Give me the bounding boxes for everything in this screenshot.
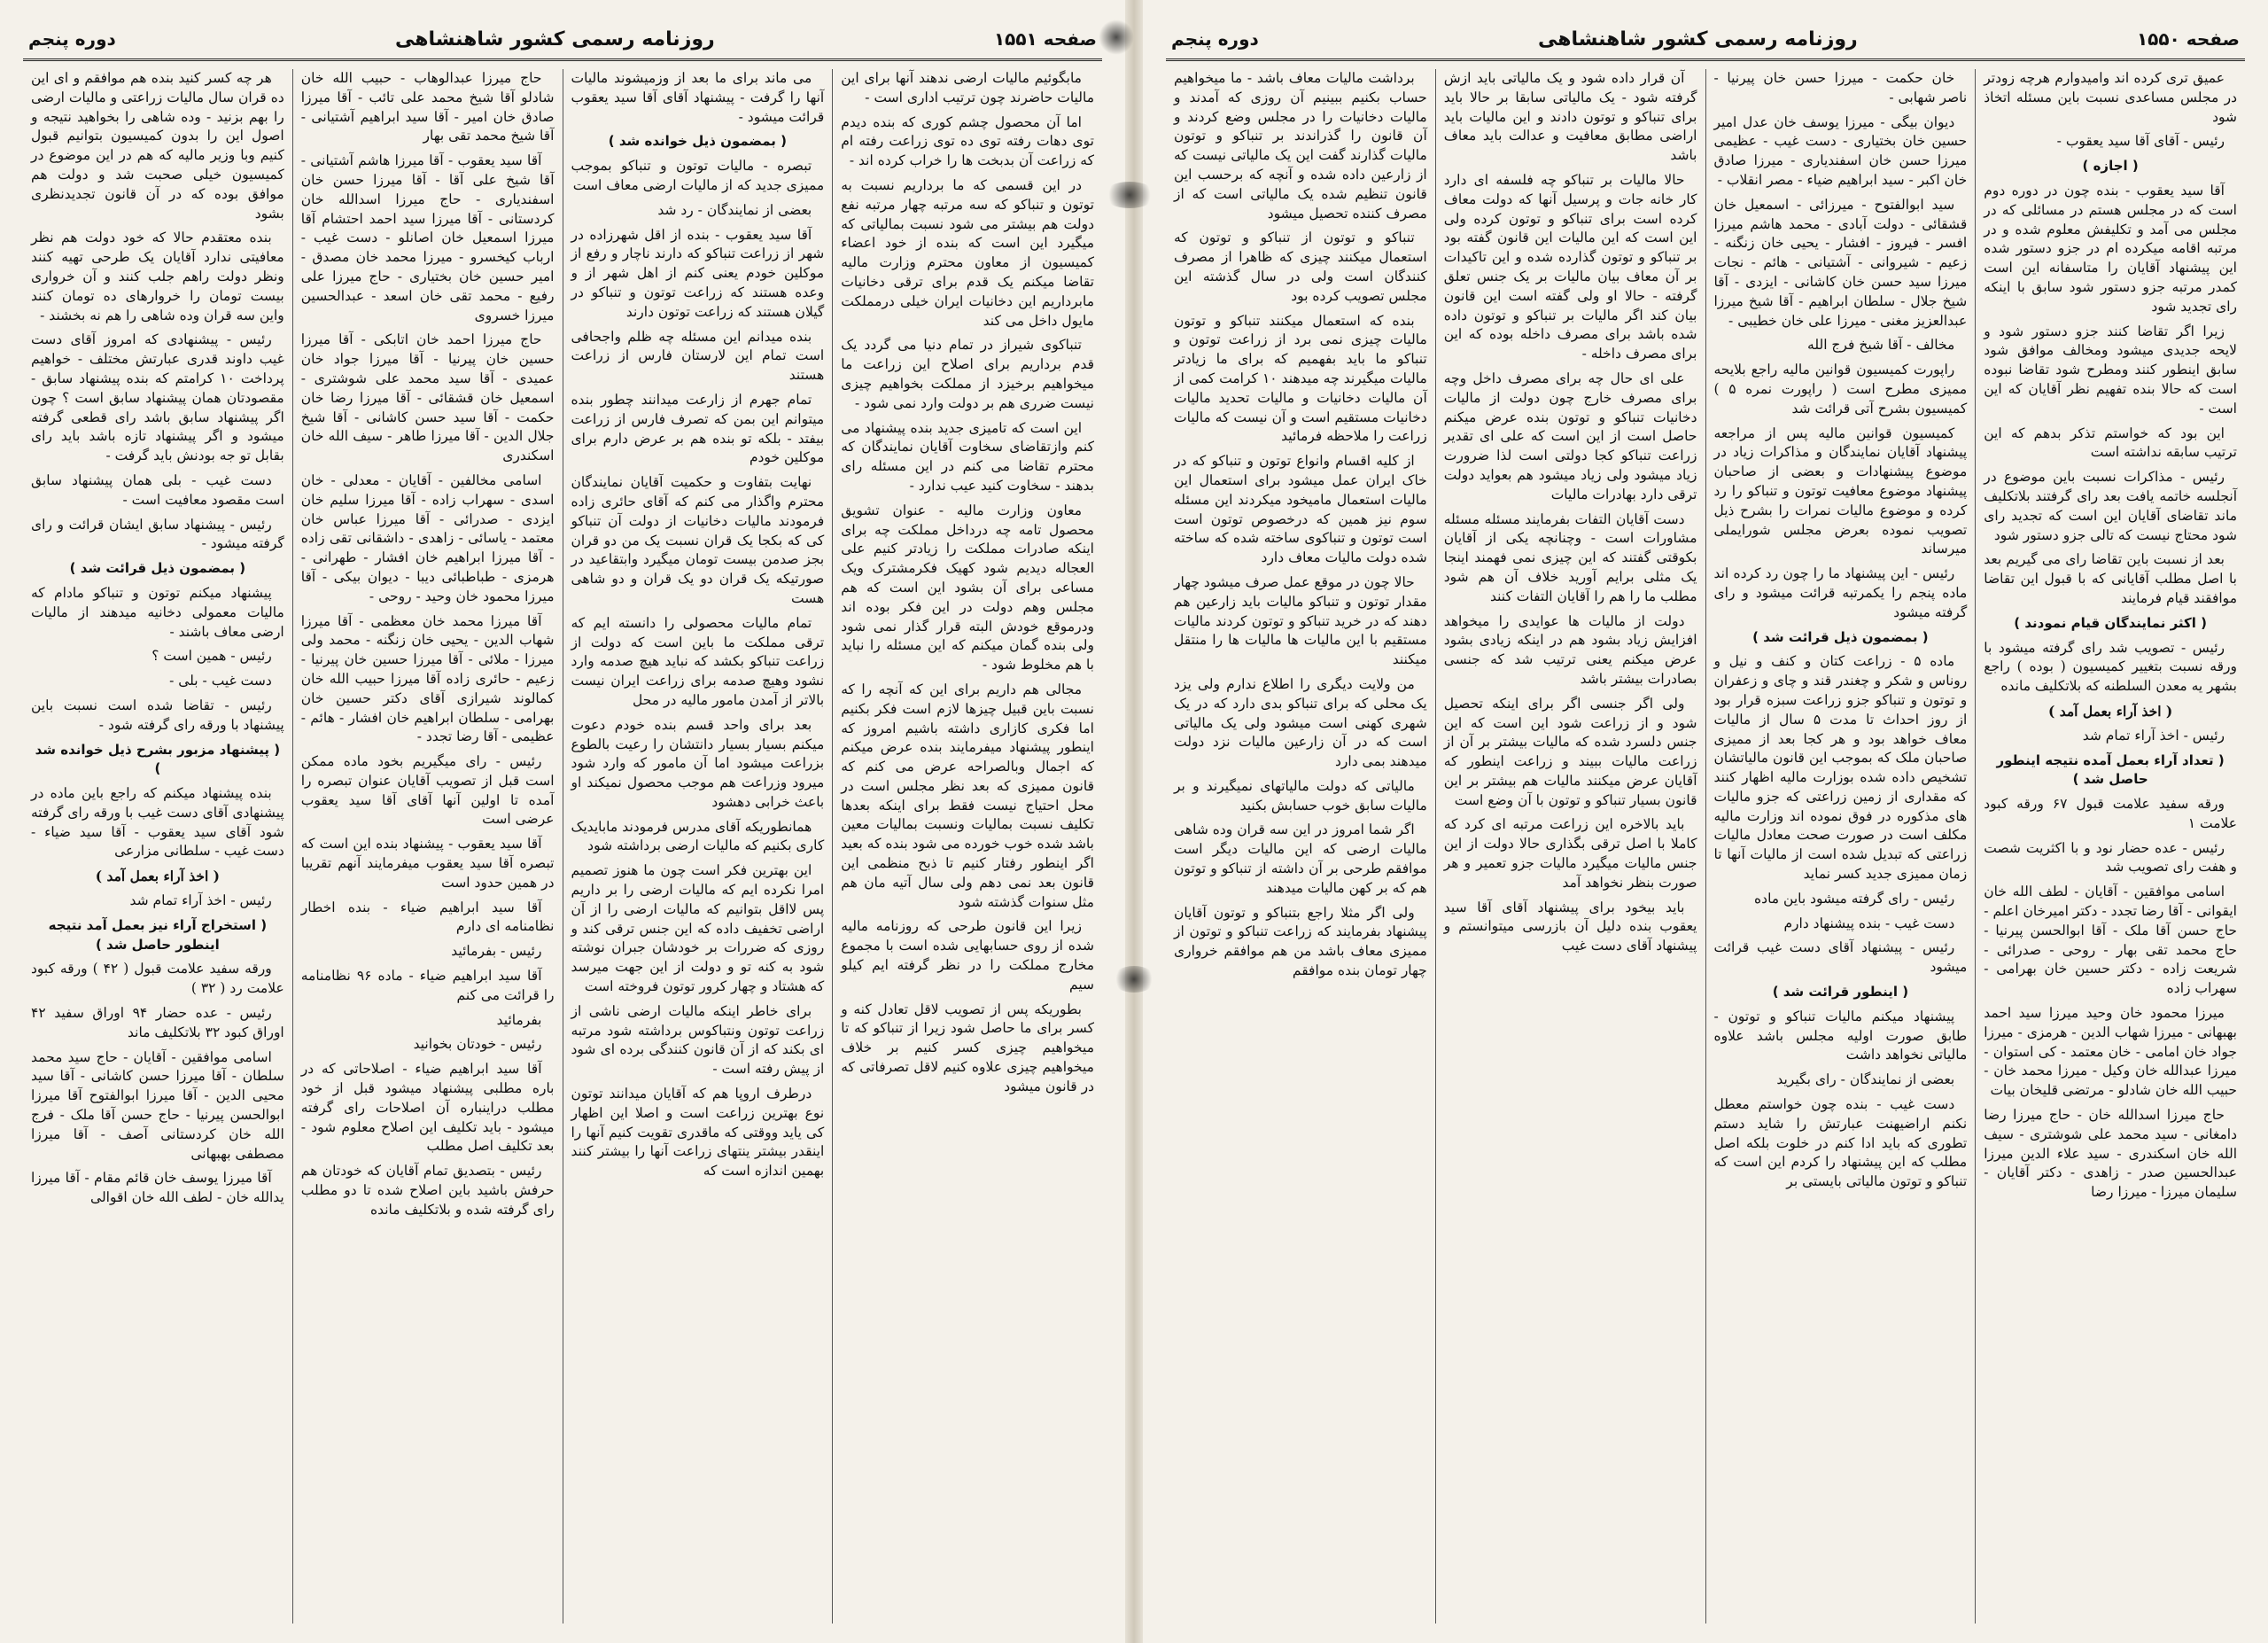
article-paragraph: راپورت کمیسیون قوانین مالیه راجع بلایحه ممیزی مطرح است ( راپورت نمره ۵ ) کمیسیون بشرح آتی قرائت شد <box>1713 362 1968 417</box>
article-paragraph: کمیسیون قوانین مالیه پس از مراجعه پیشنهاد آقایان نمایندگان و مذاکرات زیاد در موضوع پیشنهادات و بعضی از صاحبان پیشنهاد موضوع معافیت توتون و تنباکو را رد کرده و موضوع مالیات نمرات را بشرح ذیل تصویب نموده بعرض مجلس شورایملی میرساند <box>1713 424 1968 557</box>
article-paragraph: این است که تامیزی جدید بنده پیشنهاد می کنم وازتقاضای سخاوت آقایان نمایندگان که محترم تقاضا می کنم در این مسئله رای بدهند - سخاوت کنید عیب ندارد - <box>841 419 1094 494</box>
article-paragraph: دست غیب - بنده پیشنهاد دارم <box>1783 915 1955 931</box>
article-paragraph: درطرف اروپا هم که آقایان میدانند توتون نوع بهترین زراعت است و اصلا این اظهار کی یاید ووقتی که ماقدری تقویت کنیم آنها را اینقدر بیشتر ینتهای زراعت آنها را بیشتر کنند بهمین اندازه است که <box>571 1086 825 1180</box>
article-paragraph: دیوان بیگی - میرزا یوسف خان عدل امیر حسین خان بختیاری - دست غیب - عظیمی میرزا حسن خان اسفندیاری - میرزا صادق خان اکبر - سید ابراهیم ضیاء - مصر انقلاب - <box>1713 113 1968 188</box>
article-paragraph: رئیس - این پیشنهاد ما را چون رد کرده اند ماده پنجم را یکمرتبه قرائت میشود و رای گرفته میشود <box>1713 565 1968 620</box>
right-column-4 <box>1166 69 1435 1624</box>
article-paragraph: همانطوریکه آقای مدرس فرمودند مابایدیک کاری بکنیم که مالیات ارضی برداشته شود <box>571 818 825 854</box>
article-paragraph: رئیس - تقاضا شده است نسبت باین پیشنهاد با ورقه رای گرفته شود - <box>31 697 284 733</box>
article-paragraph: حالا مالیات بر تنباکو چه فلسفه ای دارد کار خانه جات و پرسیل آنها که دولت معاف کرده است برای تنباکو و توتون کرده ولی این است که این مالیات این قانون گفته بود بر تنباکو و توتون گذارده شده و این تاکیدات بر آن معاف بیان مالیات بر یک جنس تعلق گرفته - حالا او ولی گفته است این قانون بیان کند اگر مالیات بر تنباکو و توتون داده شده باشد برای مصرف داخله بوده که این برای مصرف داخله - <box>1443 171 1697 362</box>
article-paragraph: می ماند برای ما بعد از وزمیشوند مالیات آنها را گرفت - پیشنهاد آقای آقا سید یعقوب قرائت میشود - <box>571 70 825 125</box>
right-column-1 <box>1975 69 2245 1624</box>
article-paragraph: حاج میرزا عبدالوهاب - حبیب الله خان شادلو آقا شیخ محمد علی تائب - آقا میرزا صادق خان امیر - آقا سید ابراهیم آشتیانی - آقا شیخ محمد تقی بهار <box>300 70 555 144</box>
article-paragraph: رئیس - همین است ؟ <box>151 648 272 665</box>
article-paragraph: علی ای حال چه برای مصرف داخل وچه برای مصرف خارج چون دولت از مالیات دخانیات تنباکو و توتون بنده عرض میکنم حاصل است از این است که علی ای تقدیر زراعت تنباکو کجا دولتی است لذا ضرورت زیاد میشود ولی زیاد میشود هم بعواید دولت ترقی دارد بهادرات مالیات <box>1443 370 1697 502</box>
article-paragraph: رئیس - اخذ آراء تمام شد <box>2082 727 2225 744</box>
article-subheading: ( بمضمون ذیل خوانده شد ) <box>608 133 787 150</box>
article-paragraph: آقا میرزا محمد خان معظمی - آقا میرزا شهاب الدین - یحیی خان زنگنه - محمد ولی میرزا - ملائی - آقا میرزا حسین خان پیرنیا - زعیم - حائری زاده آقا میرزا حبیب الله خان کمالوند شیرازی آقای دکتر حسین خان بهرامی - سلطان ابراهیم خان افشار - هائم - عظیمی - آقا رضا تجدد - <box>300 612 555 745</box>
article-paragraph: برای خاطر اینکه مالیات ارضی ناشی از زراعت توتون ونتباکوس برداشته شود مرتبه ای بکند که از آن قانون کنندگی برده ای شود از پیش رفته است - <box>571 1002 825 1078</box>
article-subheading: ( اخذ آراء بعمل آمد ) <box>95 868 221 885</box>
left-page-columns <box>23 69 1102 1624</box>
left-column-3 <box>292 69 563 1624</box>
article-paragraph: اما آن محصول چشم کوری که بنده دیدم توی دهات رفته توی ده توی زراعت رفته ام که زراعت آن بدبخت ها را خراب کرده اند - <box>841 113 1094 169</box>
article-paragraph: بنده میدانم این مسئله چه ظلم واجحافی است تمام این لارستان فارس از زراعت هستند <box>571 328 825 384</box>
right-page-number: صفحه ۱۵۵۰ <box>2136 28 2240 50</box>
article-paragraph: بنده که استعمال میکنند تنباکو و توتون مالیات چیزی نمی برد از زراعت توتون و تنباکو ما باید بفهمیم که برای ما زیادتر مالیات میگیرند چه میدهند ۱۰ کرامت کمی از آن مالیات دخانیات و مالیات تحدید مالیات دخانیات مستقیم است و آن نیست که مالیات زراعت را ملاحظه فرمائید <box>1174 312 1427 445</box>
article-paragraph: از کلیه اقسام وانواع توتون و تنباکو که در خاک ایران عمل میشود برای استعمال این مالیات استعمال مامیخود میکردند این مسئله سوم نیز همین که درخصوص توتون است است توتون و تنباکوی ساخته شده که ساخته شده دولت مالیات معاف دارد <box>1174 453 1427 566</box>
article-paragraph: آقا سید ابراهیم ضیاء - اصلاحاتی که در باره مطلبی پیشنهاد میشود قبل از خود مطلب دراینباره آن اصلاحات رای گرفته میشود - باید تکلیف این اصلاح معلوم شود - بعد تکلیف اصل مطلب <box>300 1061 555 1155</box>
article-paragraph: خان حکمت - میرزا حسن خان پیرنیا - ناصر شهابی - <box>1713 70 1968 105</box>
article-paragraph: تنباکو و توتون از تنباکو و توتون که استعمال میکنند چیزی که ظاهرا از مصرف کنندگان است ولی در سال گذشته این مجلس تصویب کرده بود <box>1174 230 1427 304</box>
article-paragraph: رئیس - عده حضار ۹۴ اوراق سفید ۴۲ اوراق کبود ۳۲ بلاتکلیف ماند <box>31 1005 284 1040</box>
article-paragraph: سید ابوالفتوح - میرزائی - اسمعیل خان قشقائی - دولت آبادی - محمد هاشم میرزا افسر - فیروز - افشار - یحیی خان زنگنه - زعیم - شیروانی - آشتیانی - هائم - نجات میرزا سید حسن خان کاشانی - ایزدی - آقا شیخ جلال - سلطان ابراهیم - آقا شیخ میرزا عبدالعزیز مغنی - میرزا علی خان خطیبی - <box>1713 196 1968 329</box>
article-paragraph: آقا میرزا یوسف خان قائم مقام - آقا میرزا یدالله خان - لطف الله خان اقوالی <box>31 1170 284 1206</box>
right-column-2 <box>1705 69 1976 1624</box>
article-paragraph: باید بالاخره این زراعت مرتبه ای کرد که کاملا با اصل ترقی بگذاری حالا دولت از این جنس مالیات میگیرد مالیات جزو تعمیر و هر صورت بنظر نخواهد آمد <box>1443 816 1697 891</box>
right-page-title: روزنامه رسمی کشور شاهنشاهی <box>1538 27 1858 51</box>
article-paragraph: بفرمائید <box>496 1011 542 1028</box>
article-paragraph: اسامی مخالفین - آقایان - معدلی - خان اسدی - سهراب زاده - آقا میرزا سلیم خان ایزدی - صدرائی - آقا میرزا عباس خان معتمد - یاسائی - زاهدی - داشقانی تقی زاده - آقا میرزا ابراهیم خان افشار - طهرانی - هرمزی - طباطبائی دیبا - دیوان بیکی - آقا میرزا محمود خان وحید - روحی - <box>300 471 555 604</box>
ink-blot-2 <box>1103 182 1156 208</box>
article-subheading: ( استخراج آراء نیز بعمل آمد نتیجه اینطور حاصل شد ) <box>48 916 268 953</box>
article-paragraph: رئیس - مذاکرات نسبت باین موضوع در آنجلسه خاتمه یافت بعد رای گرفتند بلاتکلیف ماند تقاضای آقایان این است که تجدید رای شود محتاج نیست که تالی جزو دستور شود <box>1984 469 2237 543</box>
article-paragraph: رئیس - خودتان بخوانید <box>413 1036 542 1053</box>
article-subheading: ( بمضمون ذیل قرائت شد ) <box>1752 628 1929 645</box>
article-paragraph: نهایت بتفاوت و حکمیت آقایان نمایندگان محترم واگذار می کنم که آقای حائری زاده فرمودند مالیات دخانیات از دولت آن تنباکو کی که بکجا یک قران نسبت یک من دو قران بجز صدمن بیست تومان میگیرد وابتقاعید در صورتیکه یک قران دو یک قران و دو شاهی هست <box>571 474 825 606</box>
left-column-1 <box>832 69 1102 1624</box>
article-paragraph: اگر شما امروز در این سه قران وده شاهی مالیات ارضی که این مالیات دیگر است موافقم طرحی بر آن داشته از تنباکو و توتون هم که بر کهن مالیات میدهند <box>1174 822 1427 896</box>
ink-blot-1 <box>1099 19 1134 55</box>
article-paragraph: ورقه سفید علامت قبول ۶۷ ورقه کبود علامت ۱ <box>1984 796 2237 831</box>
article-paragraph: رئیس - پیشنهاد آقای دست غیب قرائت میشود <box>1713 939 1968 976</box>
article-paragraph: این بود که خواستم تذکر بدهم که این ترتیب سابقه نداشته است <box>1984 424 2237 461</box>
article-paragraph: بنده معتقدم حالا که خود دولت هم نظر معافیتی ندارد آقایان یک طرحی تهیه کنند ونظر دولت راهم جلب کنند و آن خرواری بیست تومان را خروارهای ده تومان کنند واین سه قران وده شاهی را هم نه بخشند - <box>31 230 284 323</box>
article-paragraph: مابگوئیم مالیات ارضی ندهند آنها برای این مالیات حاضرند چون ترتیب اداری است - <box>841 70 1094 105</box>
article-paragraph: اسامی موافقین - آقایان - حاج سید محمد سلطان - آقا میرزا حسن کاشانی - آقا سید محیی الدین - آقا میرزا ابوالفتوح آقا میرزا ابوالحسن پیرنیا - حاج حسن آقا ملک - فرج الله خان کردستانی آصف - آقا میرزا مصطفی بهبهانی <box>31 1048 284 1162</box>
article-subheading: ( تعداد آراء بعمل آمده نتیجه اینطور حاصل شد ) <box>1996 751 2225 788</box>
left-page <box>0 0 1125 1643</box>
article-paragraph: بنده پیشنهاد میکنم که راجع باین ماده در پیشنهادی آقای دست غیب با ورقه رای گرفته شود آقای سید یعقوب - آقا سید ضیاء - دست غیب - سلطانی مزارعی <box>31 785 284 860</box>
article-paragraph: مجالی هم داریم برای این که آنچه را که نسبت باین قبیل چیزها لازم است فکر بکنیم اما فکری کازاری داشته باشیم امروز که اینطور پیشنهاد میفرمایند بنده عرض میکنم که اجمال وبالصراحه عرض می کنم که قانون ممیزی که بعد نظر مجلس است در محل احتیاج نیست فقط برای اینکه بعدها تکلیف نسبت بمالیات ونسبت بمالیات معین باشد شده خوب خورده می شود بنده که بعید اگر اینطور رفتار کنیم تا ذبح منظمی این قانون بعد نمی دهم ولی سال آتیه مان هم مثل سنوات گذشته شود <box>841 681 1094 910</box>
article-paragraph: رئیس - پیشنهاد سابق ایشان قرائت و رای گرفته میشود - <box>31 516 284 552</box>
article-paragraph: بعد از نسبت باین تقاضا رای می گیریم بعد با اصل مطلب آقایانی که با قبول این تقاضا موافقند قیام فرمایند <box>1984 551 2237 606</box>
article-subheading: ( بمضمون ذیل قرائت شد ) <box>69 560 246 577</box>
article-paragraph: رئیس - بتصدیق تمام آقایان که خودتان هم حرفش باشید باین اصلاح شده تا دو مطلب رای گرفته شده و بلاتکلیف مانده <box>300 1163 555 1218</box>
article-paragraph: تنباکوی شیراز در تمام دنیا می گردد یک قدم برداریم برای اصلاح این زراعت ما میخواهیم برخیزد از مملکت بخواهیم چیزی نیست ضرری هم بر دولت وارد نمی شود - <box>841 337 1094 411</box>
article-paragraph: هر چه کسر کنید بنده هم موافقم و ای این ده قران سال مالیات زراعتی و مالیات ارضی را بهم بزنید - وده شاهی را بخواهید نتیجه و اصول این را بدون کمیسیون بتوانیم قبول کنیم وبا وزیر مالیه که هم در این موضوع در کمیسیون خیلی صحبت شد و دولت هم موافق بوده که در آن قانون تجدیدنظری بشود <box>31 70 284 222</box>
right-page <box>1143 0 2268 1643</box>
article-paragraph: رئیس - عده حضار نود و با اکثریت شصت و هفت رای تصویب شد <box>1984 839 2237 876</box>
article-paragraph: دست آقایان التفات بفرمایند مسئله مسئله مشاورات است - وچنانچه یکی از آقایان بکوقتی گفتند که این چیزی نمی فهمند اینجا یک مثلی برایم آورید خلاف آن هم شود مطلب ما را هم را آقایان التفات کنند <box>1443 510 1697 604</box>
left-page-number: صفحه ۱۵۵۱ <box>993 28 1097 50</box>
article-paragraph: پیشنهاد میکنم مالیات تنباکو و توتون - طابق صورت اولیه مجلس باشد علاوه مالیاتی نخواهد داشت <box>1713 1008 1968 1063</box>
article-paragraph: معاون وزارت مالیه - عنوان تشویق محصول تامه چه درداخل مملکت چه برای اینکه صادرات مملکت را زیادتر کنیم علی العجاله دیدیم شود کهیک فکرمشترک ویک مساعی برای آن بشود این است که هم مجلس وهم دولت در این فکر بوده اند ودرموقع خودش البته قرار گذار نمی شود ولی بنده گمان میکنم که این مسئله را نباید با هم مخلوط شود - <box>841 502 1094 674</box>
article-paragraph: این بهترین فکر است چون ما هنوز تصمیم امرا نکرده ایم که مالیات ارضی را بر داریم پس لااقل بتوانیم که مالیات ارضی را از آن اراضی تخفیف داده که این جنس ترقی کند و روزی که ضررات بر خودشان جبران نوشته شود به کنه تو و دولت از این جهت میرسد که هشتاد و چهار کرور توتون فروخته است <box>571 862 825 995</box>
article-paragraph: رئیس - تصویب شد رای گرفته میشود با ورقه نسبت بتغییر کمیسیون ( بوده ) راجع بشهر یه معدن السلطنه که بلاتکلیف مانده <box>1984 639 2237 695</box>
article-paragraph: آقا سید ابراهیم ضیاء - بنده اخطار نظامنامه ای دارم <box>300 899 555 935</box>
right-page-masthead <box>1166 19 2245 61</box>
article-paragraph: مخالف - آقا شیخ فرج الله <box>1807 337 1955 354</box>
article-paragraph: دست غیب - بلی همان پیشنهاد سابق است مقصود معافیت است - <box>31 471 284 508</box>
article-paragraph: آقا سید یعقوب - بنده چون در دوره دوم است که در مجلس هستم در مسائلی که در مجلس می آمد و تکلیفش معلوم شده و در مرتبه اقامه میکرده ام در جزو دستور شده این پیشنهاد آقایان را متاسفانه این است کمدر مرتبه جزو دستور شود سابق با اینکه رای تجدید شود <box>1984 182 2237 315</box>
right-page-session: دوره پنجم <box>1171 28 1259 50</box>
article-paragraph: ولی اگر مثلا راجع بتنباکو و توتون آقایان پیشنهاد بفرمایند که زراعت تنباکو و توتون از ممیزی معاف باشد من هم موافقم خرواری چهار تومان بنده موافقم <box>1174 904 1427 979</box>
article-paragraph: بطوریکه پس از تصویب لاقل تعادل کنه و کسر برای ما حاصل شود زیرا از تنباکو که تا میخواهیم چیزی کسر کنیم بر خلاف میخواهیم چیزی علاوه کنیم لاقل تصرفاتی که در قانون میشود <box>841 1001 1094 1094</box>
article-paragraph: تبصره - مالیات توتون و تنباکو بموجب ممیزی جدید که از مالیات ارضی معاف است <box>571 158 825 193</box>
article-paragraph: برداشت مالیات معاف باشد - ما میخواهیم حساب بکنیم ببینیم آن روزی که آمدند و مالیات دخانیات را در مجلس وضع کردند و آن قانون را گذراندند بر تنباکو و توتون مالیات گذارند گفت این یک مالیاتی نیست که از زارعین داده شده و آنچه که برحسب این قانون تنظیم شده یک مالیاتی است که از مصرف کننده تحصیل میشود <box>1174 70 1427 222</box>
article-paragraph: رئیس - بفرمائید <box>451 943 542 960</box>
article-paragraph: زیرا اگر تقاضا کنند جزو دستور شود و لایحه جدیدی میشود ومخالف موافق شود سابق اینطور کنند ومطرح شود تقاضا نبوده است که حالا بنده تفهیم نظر آقایان که این است - <box>1984 323 2237 417</box>
article-paragraph: در این قسمی که ما برداریم نسبت به توتون و تنباکو که سه مرتبه چهار مرتبه نفع دولت هم بیشتر می شود نسبت بمالیاتی که میگیرد این است که بنده از خود اعضاء کمیسیون از معاون محترم وزارت مالیه تقاضا میکنم یک قدم برای ترقی دخانیات مابرداریم این دخانیات ایران خیلی درمملکت مایول داخل می کند <box>841 176 1094 329</box>
article-paragraph: بعد برای واحد قسم بنده خودم دعوت میکنم بسیار بسیار دانتشان را رعیت بالطوع بزراعت میشود اما آن مامور که وارد شود میرود وزراعت هم موجب محصول نمیکند او باعث خرابی دهشود <box>571 716 825 810</box>
article-paragraph: آقا سید یعقوب - بنده از اقل شهرزاده در شهر از زراعت تنباکو که دارند ناچار و رفع از موکلین خودم یعنی کنم از اهل شهر از و وعده هستند که زراعت توتون و تنباکو در گیلان هستند که زراعت توتون دارند <box>571 226 825 320</box>
article-paragraph: ورقه سفید علامت قبول ( ۴۲ ) ورقه کبود علامت رد ( ۳۲ ) <box>31 961 284 997</box>
article-paragraph: باید بیخود برای پیشنهاد آقای آقا سید یعقوب بنده دلیل آن بازرسی میتوانستم و پیشنهاد آقای دست غیب <box>1443 899 1697 954</box>
article-paragraph: دست غیب - بنده چون خواستم معطل نکنم اراضیهنت عبارتش را شاید دستم تطوری که باید ادا کنم در خلوت بلکه اصل مطلب که این پیشنهاد را کردم این است که تنباکو و توتون مالیاتی بایستی بر <box>1713 1096 1968 1190</box>
article-paragraph: حاج میرزا احمد خان اتابکی - آقا میرزا حسین خان پیرنیا - آقا میرزا جواد خان عمیدی - آقا سید محمد علی شوشتری - اسمعیل خان قشقائی - آقا میرزا رضا خان حکمت - آقا سید حسن کاشانی - آقا شیخ جلال الدین - آقا میرزا طاهر - سیف الله خان اسکندری <box>300 331 555 464</box>
left-column-4 <box>23 69 292 1624</box>
article-paragraph: رئیس - رای میگیریم بخود ماده ممکن است قبل از تصویب آقایان عنوان تبصره را آمده تا اولین آنها آقای آقا سید یعقوب عرضی است <box>300 753 555 828</box>
article-paragraph: عمیق تری کرده اند وامیدوارم هرچه زودتر در مجلس مساعدی نسبت باین مسئله اتخاذ شود <box>1984 70 2237 125</box>
ink-blot-3 <box>1112 966 1156 993</box>
article-paragraph: ولی اگر جنسی اگر برای اینکه تحصیل شود و از زراعت شود این است که این جنس دلسرد شده که مالیات بیشتر بر آن از زراعت مالیات ببیند و زراعت اینطور که آقایان عرض میکنند مالیات هم بیشتر بر این قانون بسیار تنباکو و توتون با آن وضع است <box>1443 695 1697 808</box>
article-subheading: ( اخذ آراء بعمل آمد ) <box>2047 702 2173 720</box>
article-paragraph: دولت از مالیات ها عوایدی را میخواهد افزایش زیاد بشود هم در اینکه زیادی بشود عرض میکنم یعنی ترتیب شد که جنسی بصادرات بیشتر باشد <box>1443 612 1697 687</box>
article-paragraph: حاج میرزا اسدالله خان - حاج میرزا رضا دامغانی - سید محمد علی شوشتری - سیف الله خان اسکندری - سید علاء الدین میرزا عبدالحسین صدر - زاهدی - دکتر آقایان - سلیمان میرزا - میرزا رضا <box>1984 1107 2237 1201</box>
article-paragraph: تمام مالیات محصولی را دانسته ایم که ترقی مملکت ما باین است که دولت از زراعت تنباکو بکشد که نباید هیچ صدمه وارد نشود وهیچ صدمه برای زراعت ایران نیست بالاتر از آمدن مامور مالیه در محل <box>571 614 825 708</box>
article-paragraph: رئیس - اخذ آراء تمام شد <box>129 892 272 909</box>
page-gutter <box>1125 0 1143 1643</box>
article-paragraph: رئیس - پیشنهادی که امروز آقای دست غیب داوند قدری عبارتش مختلف - خواهیم پرداخت ۱۰ کرامتم که بنده پیشنهاد سابق - مقصودتان همان پیشنهاد سابق است ؟ چون اگر پیشنهاد سابق باشد رای قطعی گرفته میشود و اگر پیشنهاد تازه باشد باید رای بقابل تو جه بودنش باید گرفت - <box>31 331 284 464</box>
left-page-title: روزنامه رسمی کشور شاهنشاهی <box>395 27 715 51</box>
article-paragraph: آقا سید یعقوب - پیشنهاد بنده این است که تبصره آقا سید یعقوب میفرمایند آنهم تقریبا در همین حدود است <box>300 836 555 891</box>
article-paragraph: حالا چون در موقع عمل صرف میشود چهار مقدار توتون و تنباکو مالیات باید زارعین هم دهند که در خرید تنباکو و توتون کردند مالیات مستقیم با این مالیات ها مالیات ها را منتقل میکنند <box>1174 573 1427 668</box>
article-paragraph: میرزا محمود خان وحید میرزا سید احمد بهبهانی - میرزا شهاب الدین - هرمزی - میرزا جواد خان امامی - خان معتمد - کی استوان - میرزا عبدالله خان وکیل - میرزا محمد خان - حبیب الله خان شادلو - مرتضی قلیخان بیات <box>1984 1005 2237 1099</box>
right-page-columns <box>1166 69 2245 1624</box>
article-paragraph: دست غیب - بلی - <box>169 673 272 689</box>
article-subheading: ( اجازه ) <box>2082 158 2139 175</box>
article-paragraph: آقا سید ابراهیم ضیاء - ماده ۹۶ نظامنامه را قرائت می کنم <box>300 968 555 1003</box>
left-page-masthead <box>23 19 1102 61</box>
article-paragraph: بعضی از نمایندگان - رای بگیرید <box>1776 1071 1955 1088</box>
article-paragraph: آن قرار داده شود و یک مالیاتی باید ازش گرفته شود - یک مالیاتی سابقا بر حالا باید برای تنباکو و توتون دادند و این مالیات باید اراضی مطابق معافیت و عدالت باید معاف باشد <box>1443 70 1697 164</box>
left-column-2 <box>563 69 833 1624</box>
article-paragraph: مالیاتی که دولت مالیاتهای نمیگیرند و بر مالیات سابق خوب حسابش بکنید <box>1174 777 1427 814</box>
article-subheading: ( اکثر نمایندگان قیام نمودند ) <box>2014 614 2207 631</box>
article-paragraph: من ولایت دیگری را اطلاع ندارم ولی یزد یک محلی که برای تنباکو بدی دارد که در یک شهری کهنی است میشود ولی یک مالیاتی است که در آن زارعین مالیات نزد دولت میدهند بمی دارد <box>1174 675 1427 770</box>
left-page-session: دوره پنجم <box>28 28 116 50</box>
article-paragraph: تمام جهرم از زارعت میدانند چطور بنده میتوانم این بمن که تصرف فارس از زراعت بیفتد - بلکه تو بنده هم بر عرض دارم برای موکلین خودم <box>571 391 825 466</box>
article-paragraph: آقا سید یعقوب - آقا میرزا هاشم آشتیانی - آقا شیخ علی آقا - آقا میرزا حسن خان اسفندیاری - حاج میرزا اسدالله خان کردستانی - آقا میرزا سید احمد احتشام آقا میرزا اسمعیل خان اصانلو - دست غیب - ارباب کیخسرو - میرزا محمد خان مصدق - امیر حسین خان بختیاری - حاج میرزا علی رفیع - محمد تقی خان اسعد - عبدالحسین میرزا خسروی <box>300 152 555 323</box>
article-subheading: ( پیشنهاد مزبور بشرح ذیل خوانده شد ) <box>35 741 281 777</box>
article-subheading: ( اینطور قرائت شد ) <box>1772 984 1909 1001</box>
article-paragraph: زیرا این قانون طرحی که روزنامه مالیه شده از روی حسابهایی شده است با مجموع مخارج مملکت را در نظر گرفته ایم کیلو سیم <box>841 918 1094 993</box>
article-paragraph: رئیس - آقای آقا سید یعقوب - <box>2056 133 2225 150</box>
article-paragraph: ماده ۵ - زراعت کتان و کنف و نیل و روناس و شکر و چغندر قند و چای و زعفران و توتون و تنباکو جزو زراعت سبزه قرار بود از روز احداث تا مدت ۵ سال از مالیات معاف خواهد بود و هر کجا بعد از ممیزی صاحبان ملک که بموجب این قانون مالیاتشان تشخیص داده شده بوزارت مالیه اظهار کنند که مقداری از زمین زراعتی که جزو مالیات های مذکوره در فوق نموده اند وزارت مالیه مکلف است در صورت صحت معادل مالیات زراعتی که تبدیل شده است از مالیات آنها تا زمان ممیزی جدید کسر نماید <box>1713 653 1968 883</box>
article-paragraph: رئیس - رای گرفته میشود باین ماده <box>1754 890 1955 907</box>
article-paragraph: بعضی از نمایندگان - رد شد <box>657 201 812 218</box>
right-column-3 <box>1435 69 1705 1624</box>
article-paragraph: اسامی موافقین - آقایان - لطف الله خان ایقوانی - آقا رضا تجدد - دکتر امیرخان اعلم - حاج حسن آقا ملک - آقا ابوالحسن پیرنیا - حاج محمد تقی بهار - روحی - صدرائی - شریعت زاده - دکتر حسین خان بهرامی - سهراب زاده <box>1984 884 2237 997</box>
article-paragraph: پیشنهاد میکنم توتون و تنباکو مادام که مالیات معمولی دخانیه میدهند از مالیات ارضی معاف باشند - <box>31 584 284 640</box>
